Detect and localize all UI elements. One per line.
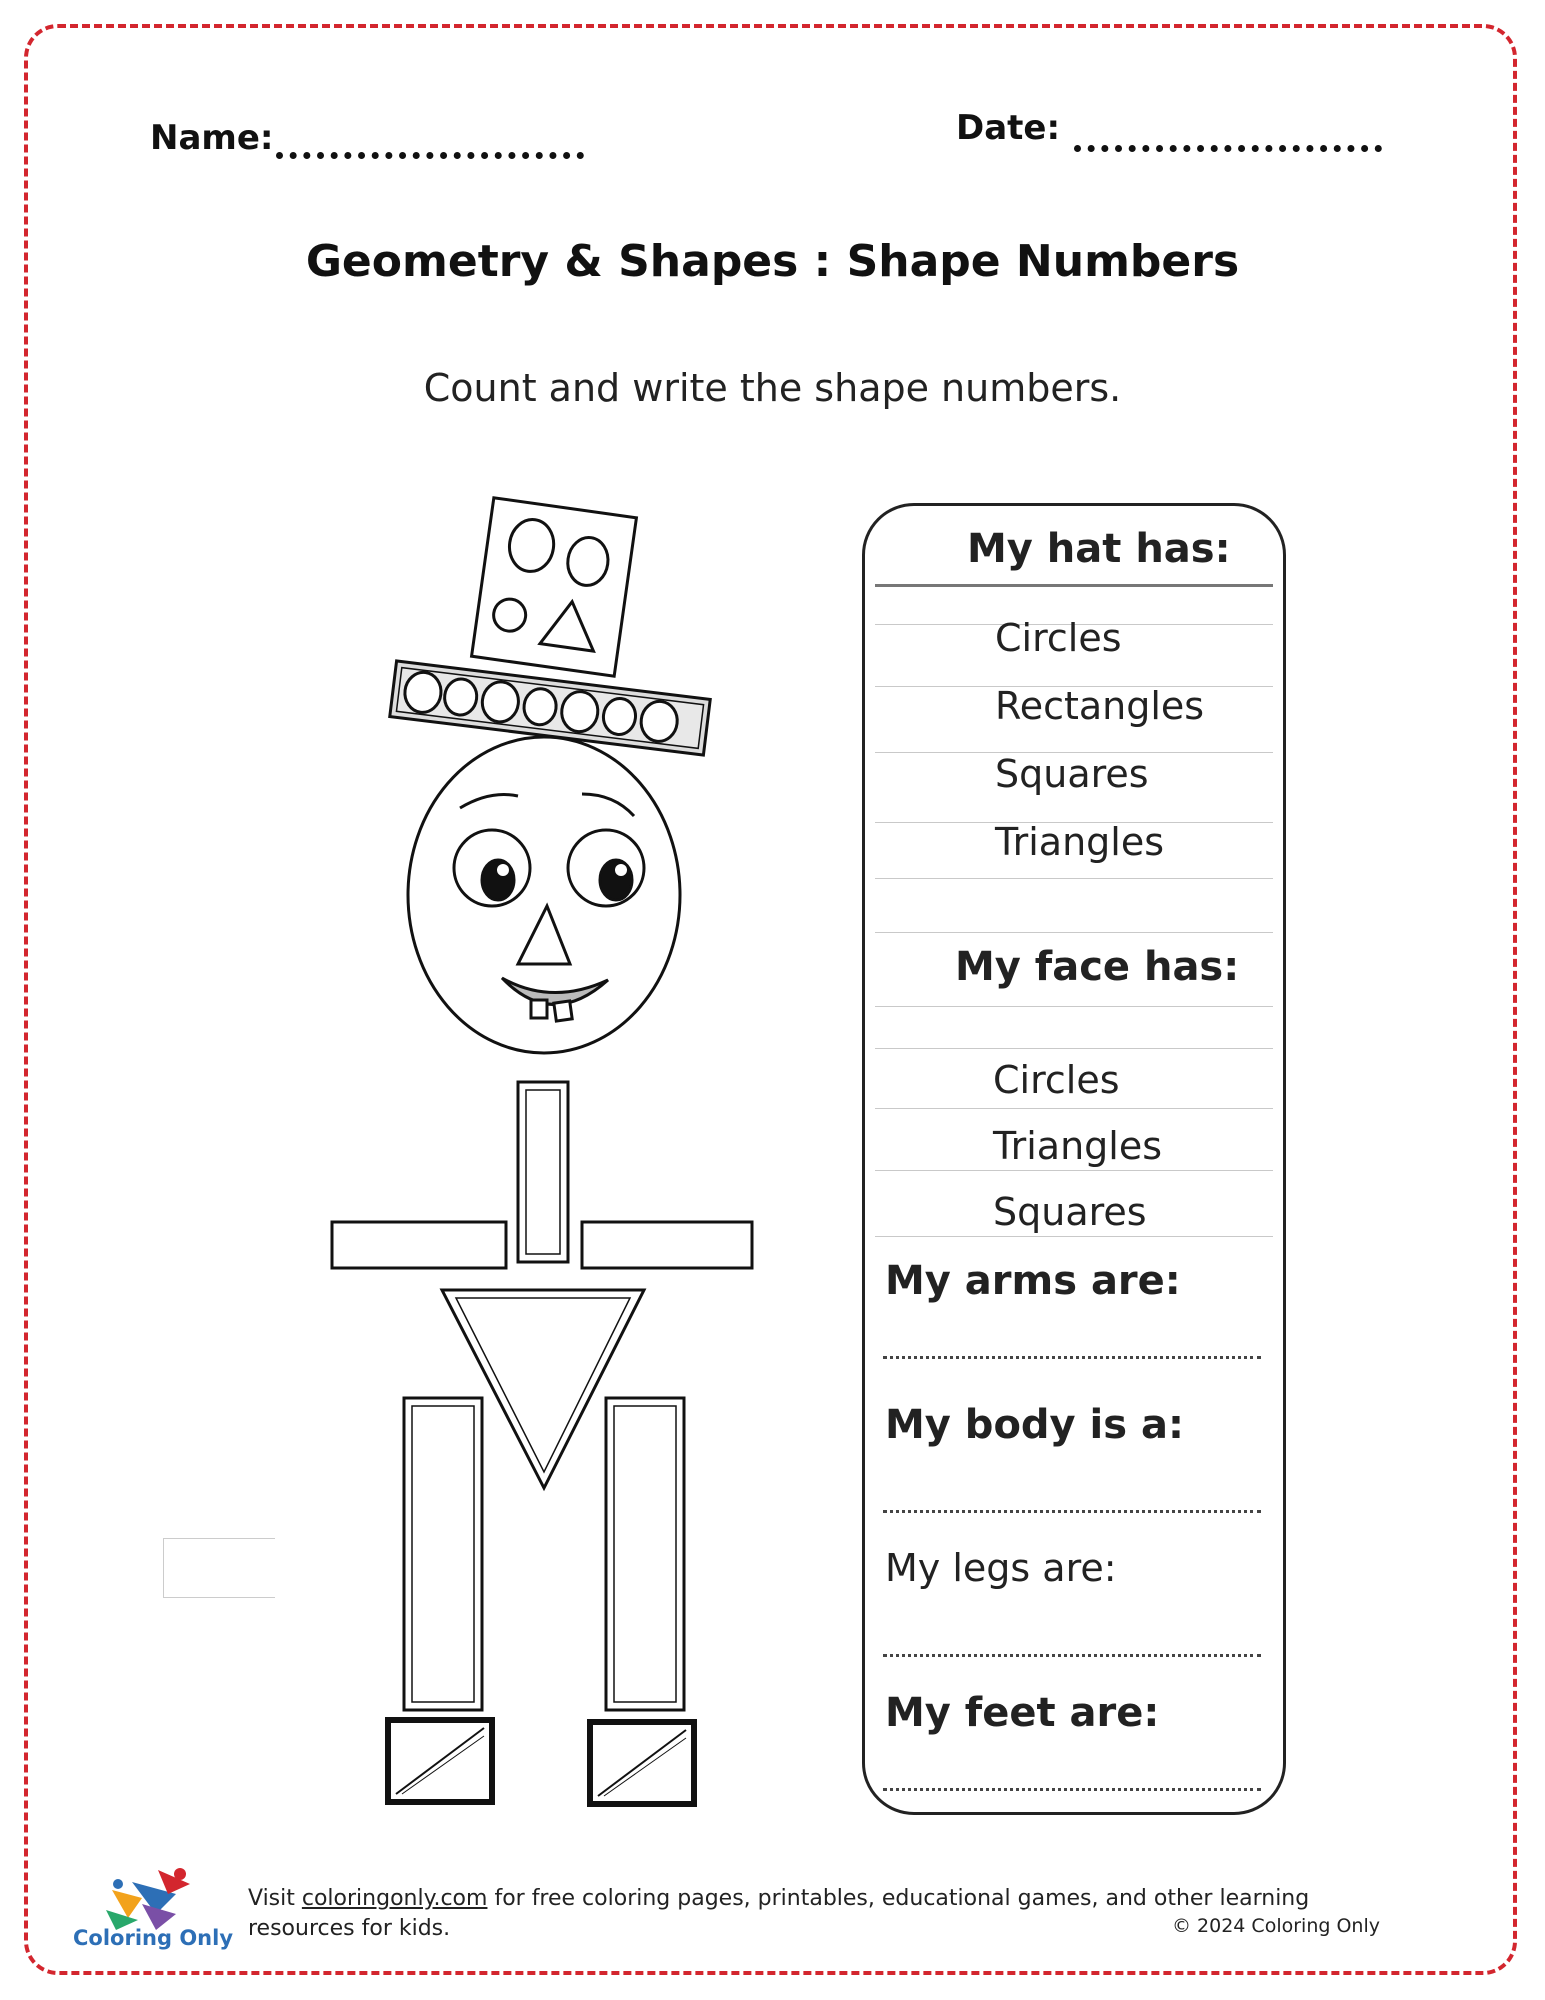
tooth-left <box>531 1000 547 1018</box>
left-arm-rectangle <box>332 1222 506 1268</box>
shape-figure <box>270 490 770 1810</box>
hat-item: Circles <box>995 616 1122 660</box>
date-label: Date: <box>956 108 1061 148</box>
feet-prompt: My feet are: <box>885 1690 1160 1736</box>
coloringonly-link[interactable]: coloringonly.com <box>301 1886 488 1911</box>
nose-triangle <box>518 906 570 964</box>
page-border <box>24 24 1517 1975</box>
date-field[interactable] <box>1074 145 1382 152</box>
legs-prompt: My legs are: <box>885 1546 1117 1590</box>
hat-brim <box>390 661 710 755</box>
hat-item: Squares <box>995 752 1149 796</box>
face-item: Triangles <box>993 1124 1163 1168</box>
hat-item: Triangles <box>995 820 1165 864</box>
page-title: Geometry & Shapes : Shape Numbers <box>305 236 1240 287</box>
hat-top-square <box>472 498 637 676</box>
left-leg-rectangle <box>404 1398 482 1710</box>
feet-answer-line[interactable] <box>883 1788 1261 1791</box>
legs-answer-line[interactable] <box>883 1654 1261 1657</box>
tooth-right <box>554 1001 572 1021</box>
footer-visit-suffix: for free coloring pages, printables, educational games, and other learning resources for kids. <box>248 1886 1310 1941</box>
decorative-box <box>163 1538 275 1598</box>
right-eyebrow <box>582 794 634 816</box>
face-item: Circles <box>993 1058 1120 1102</box>
footer-visit-prefix: Visit <box>248 1886 302 1911</box>
arms-prompt: My arms are: <box>885 1258 1181 1304</box>
hat-item: Rectangles <box>995 684 1205 728</box>
answer-panel <box>862 503 1286 1815</box>
name-field[interactable] <box>276 152 584 159</box>
hat-heading: My hat has: <box>967 526 1231 572</box>
body-prompt: My body is a: <box>885 1402 1184 1448</box>
arms-answer-line[interactable] <box>883 1356 1261 1359</box>
logo-text: Coloring Only <box>73 1926 234 1950</box>
right-arm-rectangle <box>582 1222 752 1268</box>
right-leg-rectangle <box>606 1398 684 1710</box>
face-heading: My face has: <box>955 944 1240 990</box>
left-eyebrow <box>460 795 518 809</box>
instruction-text: Count and write the shape numbers. <box>423 366 1122 410</box>
copyright: © 2024 Coloring Only <box>1172 1915 1380 1937</box>
face-item: Squares <box>993 1190 1147 1234</box>
name-label: Name: <box>150 118 274 158</box>
body-answer-line[interactable] <box>883 1510 1261 1513</box>
smile <box>502 978 608 1005</box>
